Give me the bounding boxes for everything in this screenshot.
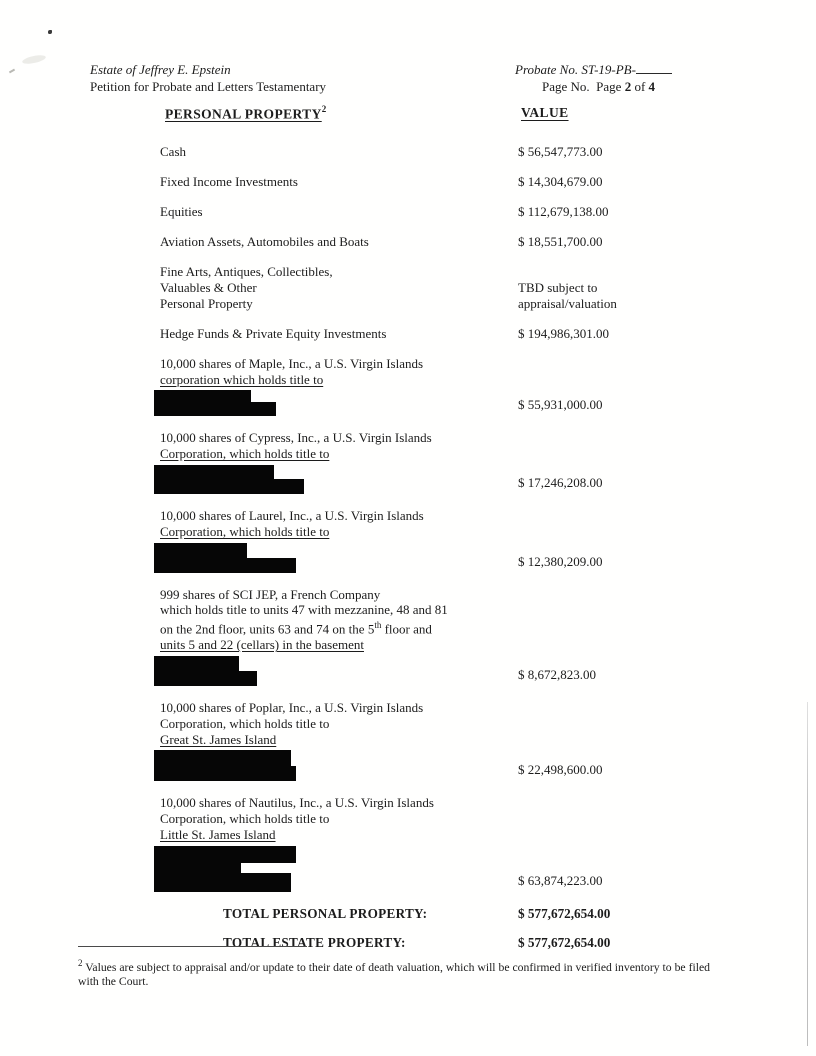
probate-number: Probate No. ST-19-PB- [515,62,672,79]
scan-speck [48,30,52,34]
scan-speck [9,69,15,74]
property-table [160,104,720,964]
total-value: $ 577,672,654.00 [518,905,611,921]
row-value: $ 112,679,138.00 [518,204,609,220]
row-value: $ 8,672,823.00 [518,667,596,683]
header-right [515,62,672,95]
property-row-nautilus: 10,000 shares of Nautilus, Inc., a U.S. Virgin Islands Corporation, which holds title to Little St. James Island $ 63,874,223.00 [160,795,720,891]
column-header-personal-property: PERSONAL PROPERTY [165,106,322,122]
property-row-maple: 10,000 shares of Maple, Inc., a U.S. Virgin Islands corporation which holds title to $ 55,931,000.00 [160,356,720,417]
row-value: $ 12,380,209.00 [518,553,603,569]
property-row-fine-arts: Fine Arts, Antiques, Collectibles, Valuables & Other Personal Property TBD subject to appraisal/valuation [160,264,617,311]
redaction-block [154,846,518,892]
footnote [78,946,710,990]
property-row-hedge-funds: Hedge Funds & Private Equity Investments $ 194,986,301.00 [160,325,609,341]
property-row-aviation: Aviation Assets, Automobiles and Boats $ 18,551,700.00 [160,234,603,250]
row-value: $ 55,931,000.00 [518,397,603,413]
footnote-reference: 2 [321,104,327,114]
row-value: $ 63,874,223.00 [518,872,603,888]
redaction-block [154,465,518,494]
row-value: TBD subject to appraisal/valuation [518,279,617,311]
column-header-value: VALUE [521,105,569,120]
redaction-block [154,656,518,686]
row-value: $ 14,304,679.00 [518,174,603,190]
footnote-marker: 2 [78,958,83,968]
property-row-cypress: 10,000 shares of Cypress, Inc., a U.S. Virgin Islands Corporation, which holds title to $ 17,246,208.00 [160,430,720,494]
property-row-poplar: 10,000 shares of Poplar, Inc., a U.S. Virgin Islands Corporation, which holds title to Great St. James Island $ 22,498,600.00 [160,700,720,781]
redaction-block [154,390,518,416]
property-row-sci-jep: 999 shares of SCI JEP, a French Company which holds title to units 47 with mezzanine, 48 and 81 on the 2nd floor, units 63 and 74 on the 5th floor and units 5 and 22 (cellars) in the basement $ 8,672,823.00 [160,587,720,687]
scan-smudge [22,54,47,66]
footnote-text: Values are subject to appraisal and/or update to their date of death valuation, which will be confirmed in verified inventory to be filed with the Court. [78,960,710,989]
property-row-fixed-income: Fixed Income Investments $ 14,304,679.00 [160,174,603,190]
probate-number-blank [636,62,672,74]
row-value: $ 56,547,773.00 [518,144,603,160]
row-value: $ 18,551,700.00 [518,234,603,250]
header-left [90,62,326,95]
row-value: $ 17,246,208.00 [518,474,603,490]
redaction-block [154,543,518,573]
row-value: $ 194,986,301.00 [518,325,609,341]
document-title: Petition for Probate and Letters Testamentary [90,78,327,94]
property-row-equities: Equities $ 112,679,138.00 [160,204,609,220]
property-row-laurel: 10,000 shares of Laurel, Inc., a U.S. Virgin Islands Corporation, which holds title to $ 12,380,209.00 [160,508,720,573]
total-personal-property-row [160,906,720,922]
redaction-block [154,750,518,781]
total-label: TOTAL ESTATE PROPERTY: [223,934,406,950]
property-row-cash: Cash $ 56,547,773.00 [160,144,603,160]
scan-artifact-line [807,702,808,1046]
footnote-separator [78,946,307,947]
total-value: $ 577,672,654.00 [518,934,611,950]
page-number: Page No. Page 2 of 4 [542,78,656,94]
column-headers [160,104,720,123]
row-value: $ 22,498,600.00 [518,762,603,778]
total-label: TOTAL PERSONAL PROPERTY: [223,905,428,921]
case-title: Estate of Jeffrey E. Epstein [90,62,231,77]
